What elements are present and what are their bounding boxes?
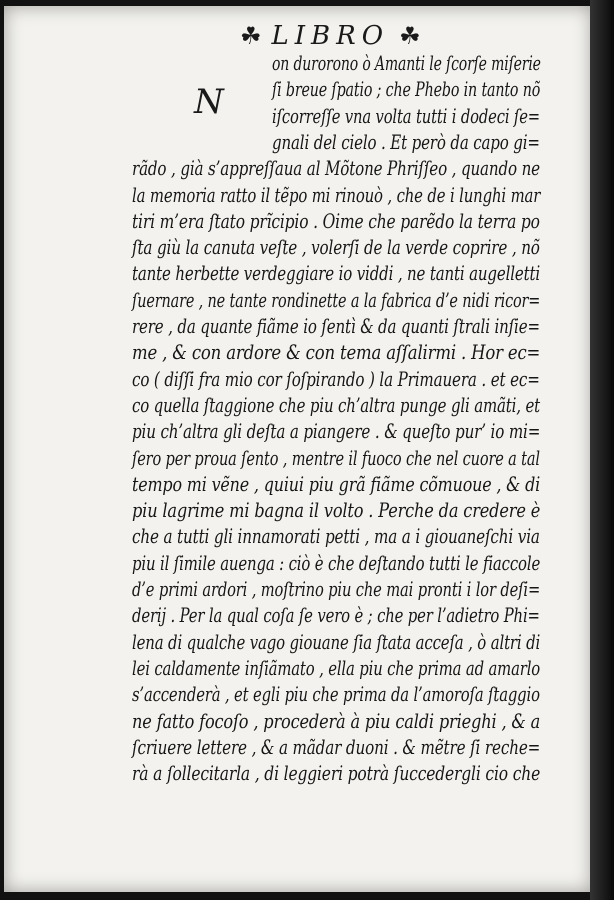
text-line: derij . Per la qual coſa ſe vero è ; che per l’adietro Phi= (132, 603, 540, 628)
text-line: piu lagrime mi bagna il volto . Perche da credere è (132, 498, 541, 523)
text-line: la memoria ratto il tẽpo mi rinouò , che de i lunghi mar (132, 182, 541, 207)
header-title: LIBRO (271, 21, 390, 51)
text-line: ſi breue ſpatio ; che Phebo in tanto nõ (272, 77, 541, 102)
text-line: iſcorreſſe vna volta tutti i dodeci ſe= (272, 103, 541, 128)
text-line: ſero per proua ſento , mentre il fuoco che nel cuore a tal (132, 445, 540, 470)
text-line: rà a ſollecitarla , di leggieri potrà ſuccedergli cio che (132, 761, 541, 786)
text-line: piu ch’altra gli deſta a piangere . & queſto pur’ io mi= (132, 419, 541, 444)
text-line: ne fatto focoſo , procederà à piu caldi prieghi , & a (132, 708, 541, 733)
text-line: ſuernare , ne tante rondinette a la fabrica d’e nidi ricor= (132, 287, 541, 312)
text-line: co quella ſtaggione che piu ch’altra punge gli amãti, et (132, 392, 541, 417)
text-line: on durorono ò Amanti le ſcorſe miſerie (272, 51, 541, 75)
text-line: piu il ſimile auenga : ciò è che deſtando tutti le fiaccole (132, 550, 541, 575)
drop-capital: N (194, 82, 224, 122)
right-ornament-icon: ☘ (399, 22, 421, 50)
text-line: s’accenderà , et egli piu che prima da l’amoroſa ſtaggio (132, 682, 540, 707)
text-line: rãdo , già s’appreſſaua al Mõtone Phriſſeo , quando ne (132, 156, 540, 181)
left-ornament-icon: ☘ (240, 22, 262, 50)
text-line: tante herbette verdeggiare io viddi , ne tanti augelletti (132, 261, 540, 286)
text-line: lei caldamente inſiãmato , ella piu che prima ad amarlo (132, 655, 541, 680)
text-line: lena di qualche vago giouane ſia ſtata acceſa , ò altri di (132, 629, 541, 654)
text-line: ſcriuere lettere , & a mãdar duoni . & mẽtre ſi reche= (132, 734, 541, 759)
text-line: rere , da quante fiãme io ſentì & da quanti ſtrali inſie= (132, 314, 540, 338)
text-line: co ( diſſi fra mio cor ſoſpirando ) la Primauera . et ec= (132, 366, 540, 391)
text-line: d’e primi ardori , moſtrino piu che mai pronti i lor deſi= (132, 577, 541, 601)
text-line: ſta giù la canuta veſte , volerſi de la verde coprire , nõ (132, 235, 540, 260)
text-line: che a tutti gli innamorati petti , ma a i giouaneſchi via (132, 524, 540, 549)
text-line: tempo mi vẽne , quiui piu grã fiãme cõmuoue , & di (132, 471, 541, 496)
text-line: tiri m’era ſtato prĩcipio . Oime che parẽdo la terra po (132, 208, 540, 233)
text-line: gnali del cielo . Et però da capo gi= (272, 129, 540, 154)
text-line: me , & con ardore & con tema aſſalirmi . Hor ec= (132, 340, 541, 365)
